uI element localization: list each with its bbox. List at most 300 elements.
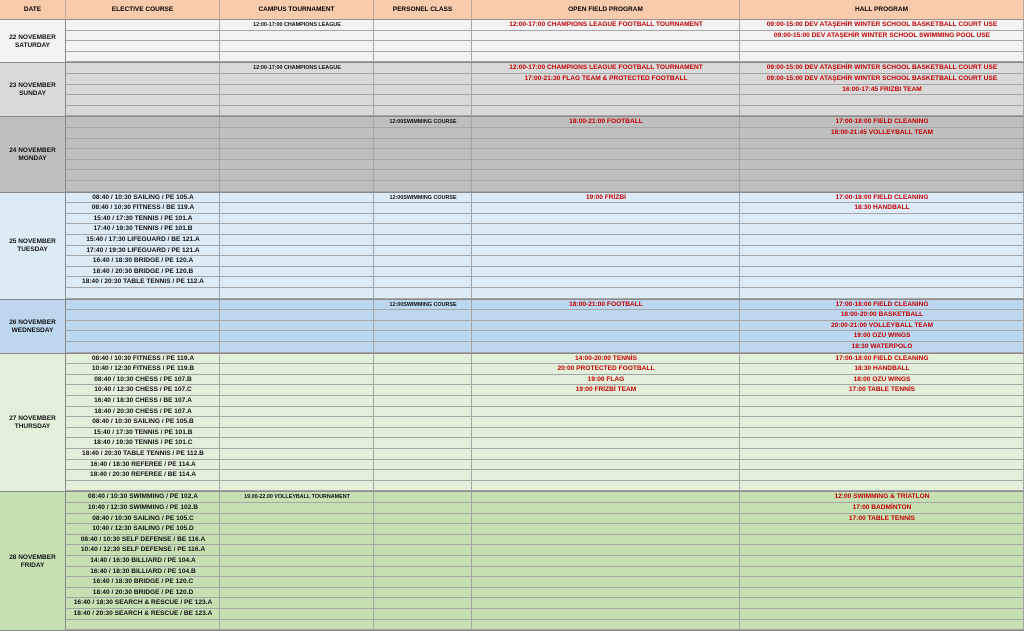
grid-cell <box>220 364 374 375</box>
hall-entry: 12:00 SWIMMING & TRİATLON <box>834 493 930 501</box>
header-campus-tournament: CAMPUS TOURNAMENT <box>220 0 374 20</box>
grid-cell <box>740 588 1024 599</box>
personel-entry: 12:00SWIMMING COURSE <box>389 301 457 308</box>
grid-cell <box>740 256 1024 267</box>
grid-cell <box>66 63 220 74</box>
grid-cell <box>472 524 740 535</box>
grid-cell <box>66 106 220 117</box>
grid-cell <box>66 20 220 31</box>
grid-cell <box>374 438 472 449</box>
grid-cell <box>220 567 374 578</box>
grid-cell <box>220 288 374 299</box>
open-field-entry: 19:00 FLAG <box>587 375 625 383</box>
grid-cell <box>220 598 374 609</box>
grid-cell <box>220 128 374 139</box>
grid-cell <box>374 470 472 481</box>
grid-cell <box>472 128 740 139</box>
grid-cell <box>472 609 740 620</box>
date-weekday: TUESDAY <box>17 246 48 254</box>
date-day: 28 NOVEMBER <box>9 553 56 561</box>
date-label <box>0 63 66 117</box>
grid-cell <box>220 256 374 267</box>
grid-cell <box>740 609 1024 620</box>
elective-entry: 10:40 / 12:30 CHESS / PE 107.C <box>94 386 192 394</box>
grid-cell <box>374 481 472 492</box>
elective-entry: 08:40 / 10:30 FITNESS / PE 119.A <box>91 354 195 362</box>
elective-entry: 16:40 / 18:30 BILLIARD / PE 104.B <box>90 567 196 575</box>
hall-entry: 09:00-15:00 DEV ATAŞEHİR WINTER SCHOOL BASKETBALL COURT USE <box>766 21 998 28</box>
grid-cell <box>472 85 740 96</box>
grid-cell <box>472 567 740 578</box>
grid-cell <box>472 106 740 117</box>
grid-cell <box>220 106 374 117</box>
date-day: 25 NOVEMBER <box>9 238 56 246</box>
grid-cell <box>220 609 374 620</box>
grid-cell <box>472 52 740 63</box>
elective-entry: 16:40 / 18:30 BRIDGE / PE 120.C <box>92 578 194 586</box>
date-label <box>0 300 66 354</box>
day-block <box>0 117 1024 192</box>
grid-cell <box>66 52 220 63</box>
grid-cell <box>472 321 740 332</box>
grid-cell <box>740 470 1024 481</box>
grid-cell <box>374 598 472 609</box>
grid-cell <box>472 407 740 418</box>
grid-cell <box>220 85 374 96</box>
elective-entry: 15:40 / 17:30 LIFEGUARD / BE 121.A <box>86 235 200 243</box>
grid-cell <box>220 577 374 588</box>
grid-cell <box>374 407 472 418</box>
personel-entry: 12:00SWIMMING COURSE <box>389 119 457 126</box>
grid-cell <box>740 460 1024 471</box>
grid-cell <box>740 170 1024 181</box>
open-field-entry: 20:00 PROTECTED FOOTBALL <box>557 365 655 373</box>
date-weekday: WEDNESDAY <box>11 326 54 334</box>
grid-cell <box>66 41 220 52</box>
grid-cell <box>374 41 472 52</box>
grid-cell <box>472 556 740 567</box>
grid-cell <box>374 277 472 288</box>
grid-cell <box>66 128 220 139</box>
elective-entry: 16:40 / 18:30 BRIDGE / PE 120.A <box>92 257 194 265</box>
grid-cell <box>740 41 1024 52</box>
date-weekday: FRIDAY <box>20 561 45 569</box>
elective-entry: 10:40 / 12:30 SWIMMING / PE 102.B <box>88 503 198 511</box>
grid-cell <box>66 170 220 181</box>
grid-cell <box>374 85 472 96</box>
hall-entry: 17:00-18:00 FIELD CLEANING <box>835 354 929 362</box>
grid-cell <box>472 310 740 321</box>
grid-cell <box>220 556 374 567</box>
open-field-entry: 12:00-17:00 CHAMPIONS LEAGUE FOOTBALL TOURNAMENT <box>509 21 703 28</box>
grid-cell <box>472 428 740 439</box>
grid-cell <box>374 354 472 365</box>
elective-entry: 08:40 / 10:30 SAILING / PE 105.A <box>92 193 194 201</box>
grid-cell <box>374 577 472 588</box>
grid-cell <box>472 277 740 288</box>
grid-cell <box>740 52 1024 63</box>
grid-cell <box>472 514 740 525</box>
elective-entry: 08:40 / 10:30 SAILING / PE 105.B <box>92 418 194 426</box>
grid-cell <box>472 288 740 299</box>
day-block <box>0 20 1024 63</box>
grid-cell <box>66 321 220 332</box>
grid-cell <box>220 524 374 535</box>
grid-cell <box>220 170 374 181</box>
hall-entry: 17:00 TABLE TENNİS <box>848 514 916 522</box>
grid-cell <box>220 375 374 386</box>
grid-cell <box>66 117 220 128</box>
grid-cell <box>374 267 472 278</box>
grid-cell <box>740 417 1024 428</box>
grid-cell <box>374 331 472 342</box>
elective-entry: 08:40 / 10:30 SWIMMING / PE 102.A <box>88 493 198 501</box>
elective-entry: 18:40 / 20:30 TABLE TENNIS / PE 112.A <box>82 278 204 286</box>
date-label <box>0 354 66 493</box>
grid-cell <box>740 267 1024 278</box>
date-weekday: THURSDAY <box>14 422 51 430</box>
grid-cell <box>740 95 1024 106</box>
campus-entry: 19.00-22.00 VOLLEYBALL TOURNAMENT <box>244 494 350 501</box>
grid-cell <box>374 128 472 139</box>
date-weekday: SUNDAY <box>19 90 46 98</box>
grid-cell <box>66 310 220 321</box>
grid-cell <box>740 246 1024 257</box>
grid-cell <box>220 321 374 332</box>
elective-entry: 18:40 / 20:30 REFEREE / BE 114.A <box>90 471 196 479</box>
grid-cell <box>472 224 740 235</box>
grid-cell <box>66 85 220 96</box>
header-open-field-program: OPEN FIELD PROGRAM <box>472 0 740 20</box>
grid-cell <box>740 438 1024 449</box>
grid-cell <box>374 235 472 246</box>
grid-cell <box>374 52 472 63</box>
grid-cell <box>472 460 740 471</box>
grid-cell <box>220 181 374 192</box>
open-field-entry: 18:00-21:00 FOOTBALL <box>569 118 643 126</box>
grid-cell <box>374 256 472 267</box>
grid-cell <box>374 620 472 631</box>
hall-entry: 17:00 BADMİNTON <box>852 503 912 511</box>
grid-cell <box>220 203 374 214</box>
open-field-entry: 18:00-21:00 FOOTBALL <box>569 300 643 308</box>
date-day: 26 NOVEMBER <box>9 318 56 326</box>
grid-cell <box>220 235 374 246</box>
elective-entry: 18:40 / 19:30 TENNIS / PE 101.C <box>93 439 193 447</box>
grid-cell <box>374 170 472 181</box>
grid-cell <box>220 503 374 514</box>
grid-cell <box>740 535 1024 546</box>
grid-cell <box>472 160 740 171</box>
hall-entry: 17:00-18:00 FIELD CLEANING <box>835 118 929 126</box>
grid-cell <box>220 277 374 288</box>
grid-cell <box>66 181 220 192</box>
grid-cell <box>220 31 374 42</box>
header-date: DATE <box>0 0 66 20</box>
elective-entry: 18:40 / 20:30 TABLE TENNIS / PE 112.B <box>82 449 204 457</box>
grid-cell <box>374 63 472 74</box>
grid-cell <box>472 31 740 42</box>
grid-cell <box>740 106 1024 117</box>
hall-entry: 18:00 OZU WINGS <box>853 375 911 383</box>
grid-cell <box>374 492 472 503</box>
elective-entry: 10:40 / 12:30 FITNESS / PE 119.B <box>91 365 195 373</box>
date-label <box>0 20 66 63</box>
grid-cell <box>374 288 472 299</box>
grid-cell <box>374 545 472 556</box>
grid-cell <box>66 139 220 150</box>
elective-entry: 08:40 / 10:30 CHESS / PE 107.B <box>94 375 192 383</box>
grid-cell <box>472 577 740 588</box>
grid-cell <box>374 310 472 321</box>
header-elective-course: ELECTIVE COURSE <box>66 0 220 20</box>
grid-cell <box>740 577 1024 588</box>
grid-cell <box>220 214 374 225</box>
grid-cell <box>740 567 1024 578</box>
grid-cell <box>472 170 740 181</box>
elective-entry: 10:40 / 12:30 SELF DEFENSE / PE 116.A <box>80 546 206 554</box>
day-block <box>0 354 1024 493</box>
grid-cell <box>220 224 374 235</box>
open-field-entry: 14:00-20:00 TENNİS <box>575 354 637 362</box>
grid-cell <box>472 181 740 192</box>
elective-entry: 17:40 / 19:30 LIFEGUARD / PE 121.A <box>86 246 200 254</box>
grid-cell <box>472 246 740 257</box>
grid-cell <box>220 149 374 160</box>
grid-cell <box>220 342 374 353</box>
grid-cell <box>740 235 1024 246</box>
grid-cell <box>220 310 374 321</box>
hall-entry: 18:30 HANDBALL <box>854 365 910 373</box>
grid-cell <box>220 481 374 492</box>
grid-cell <box>374 364 472 375</box>
grid-cell <box>374 375 472 386</box>
grid-cell <box>220 438 374 449</box>
open-field-entry: 19:00 FRİZBİ TEAM <box>575 386 637 394</box>
grid-cell <box>374 385 472 396</box>
header-personel-class: PERSONEL CLASS <box>374 0 472 20</box>
elective-entry: 17:40 / 19:30 TENNIS / PE 101.B <box>93 225 193 233</box>
campus-entry: 12:00-17:00 CHAMPIONS LEAGUE <box>253 65 341 72</box>
grid-cell <box>66 481 220 492</box>
grid-cell <box>740 214 1024 225</box>
day-block <box>0 63 1024 117</box>
grid-cell <box>66 95 220 106</box>
grid-cell <box>740 139 1024 150</box>
hall-entry: 18:30 WATERPOLO <box>851 342 913 350</box>
grid-cell <box>220 385 374 396</box>
grid-cell <box>374 31 472 42</box>
grid-cell <box>220 588 374 599</box>
day-block <box>0 193 1024 300</box>
grid-cell <box>220 354 374 365</box>
grid-cell <box>374 556 472 567</box>
elective-entry: 14:40 / 16:30 BILLIARD / PE 104.A <box>90 556 196 564</box>
date-day: 23 NOVEMBER <box>9 82 56 90</box>
grid-cell <box>472 256 740 267</box>
grid-cell <box>740 428 1024 439</box>
grid-cell <box>472 481 740 492</box>
grid-cell <box>374 460 472 471</box>
grid-cell <box>374 503 472 514</box>
campus-entry: 12:00-17:00 CHAMPIONS LEAGUE <box>253 22 341 28</box>
grid-cell <box>472 331 740 342</box>
grid-cell <box>472 149 740 160</box>
hall-entry: 20:00-21:00 VOLLEYBALL TEAM <box>830 321 934 329</box>
grid-cell <box>374 609 472 620</box>
date-label <box>0 492 66 631</box>
grid-cell <box>220 300 374 311</box>
hall-entry: 18:00-20:00 BASKETBALL <box>840 311 924 319</box>
grid-cell <box>374 149 472 160</box>
grid-cell <box>220 246 374 257</box>
grid-cell <box>740 160 1024 171</box>
grid-cell <box>740 556 1024 567</box>
date-label <box>0 117 66 192</box>
grid-cell <box>472 588 740 599</box>
grid-cell <box>374 588 472 599</box>
grid-cell <box>472 95 740 106</box>
grid-cell <box>66 74 220 85</box>
elective-entry: 10:40 / 12:30 SAILING / PE 105.D <box>92 525 194 533</box>
grid-cell <box>220 52 374 63</box>
grid-cell <box>66 342 220 353</box>
grid-cell <box>220 449 374 460</box>
grid-cell <box>374 214 472 225</box>
grid-cell <box>740 181 1024 192</box>
grid-cell <box>220 117 374 128</box>
grid-cell <box>220 331 374 342</box>
hall-entry: 16:00-17:45 FRIZBI TEAM <box>842 85 922 93</box>
grid-cell <box>374 535 472 546</box>
elective-entry: 15:40 / 17:30 TENNIS / PE 101.B <box>93 428 193 436</box>
grid-cell <box>374 181 472 192</box>
elective-entry: 18:40 / 20:30 SEARCH & RESCUE / BE 123.A <box>73 609 213 617</box>
day-block <box>0 492 1024 631</box>
grid-cell <box>472 492 740 503</box>
grid-cell <box>740 407 1024 418</box>
grid-cell <box>220 417 374 428</box>
grid-cell <box>472 396 740 407</box>
grid-cell <box>740 224 1024 235</box>
grid-cell <box>472 503 740 514</box>
grid-cell <box>374 95 472 106</box>
elective-entry: 18:40 / 20:30 CHESS / PE 107.A <box>94 407 192 415</box>
elective-entry: 18:40 / 20:30 BRIDGE / PE 120.B <box>92 267 194 275</box>
date-day: 22 NOVEMBER <box>9 33 56 41</box>
grid-cell <box>472 449 740 460</box>
grid-cell <box>740 288 1024 299</box>
grid-cell <box>220 396 374 407</box>
grid-cell <box>66 160 220 171</box>
grid-cell <box>220 139 374 150</box>
hall-entry: 18:00-21:45 VOLLEYBALL TEAM <box>830 128 934 136</box>
grid-cell <box>472 535 740 546</box>
day-block <box>0 300 1024 354</box>
hall-entry: 17:00 TABLE TENNİS <box>848 386 916 394</box>
grid-cell <box>374 203 472 214</box>
grid-cell <box>374 106 472 117</box>
grid-cell <box>374 428 472 439</box>
grid-cell <box>740 396 1024 407</box>
grid-cell <box>66 620 220 631</box>
grid-cell <box>374 417 472 428</box>
grid-cell <box>472 438 740 449</box>
elective-entry: 16:40 / 18:30 REFEREE / PE 114.A <box>90 460 196 468</box>
grid-cell <box>220 95 374 106</box>
hall-entry: 17:00-18:00 FIELD CLEANING <box>835 193 929 201</box>
hall-entry: 09:00-15:00 DEV ATAŞEHİR WINTER SCHOOL SWIMMING POOL USE <box>773 31 991 39</box>
grid-cell <box>220 160 374 171</box>
grid-cell <box>740 620 1024 631</box>
grid-cell <box>220 535 374 546</box>
grid-cell <box>472 214 740 225</box>
grid-cell <box>740 545 1024 556</box>
grid-cell <box>374 224 472 235</box>
hall-entry: 19:00 OZU WINGS <box>853 332 911 340</box>
grid-cell <box>472 598 740 609</box>
grid-cell <box>374 139 472 150</box>
grid-cell <box>66 149 220 160</box>
elective-entry: 15:40 / 17:30 TENNIS / PE 101.A <box>93 214 193 222</box>
grid-cell <box>472 470 740 481</box>
grid-cell <box>472 41 740 52</box>
hall-entry: 18:30 HANDBALL <box>854 204 910 212</box>
grid-cell <box>740 524 1024 535</box>
grid-cell <box>740 481 1024 492</box>
date-weekday: MONDAY <box>18 154 47 162</box>
elective-entry: 18:40 / 20:30 BRIDGE / PE 120.D <box>92 588 194 596</box>
hall-entry: 09:00-15:00 DEV ATAŞEHİR WINTER SCHOOL BASKETBALL COURT USE <box>766 64 998 72</box>
grid-cell <box>472 417 740 428</box>
date-day: 27 NOVEMBER <box>9 414 56 422</box>
grid-cell <box>472 203 740 214</box>
grid-cell <box>472 235 740 246</box>
personel-entry: 12:00SWIMMING COURSE <box>389 194 457 201</box>
grid-cell <box>374 321 472 332</box>
grid-cell <box>220 514 374 525</box>
grid-cell <box>374 514 472 525</box>
hall-entry: 09:00-15:00 DEV ATAŞEHİR WINTER SCHOOL BASKETBALL COURT USE <box>766 74 998 82</box>
open-field-entry: 12:00-17:00 CHAMPIONS LEAGUE FOOTBALL TOURNAMENT <box>509 64 703 72</box>
grid-cell <box>220 41 374 52</box>
grid-cell <box>220 407 374 418</box>
open-field-entry: 19:00 FRİZBİ <box>586 193 626 201</box>
grid-cell <box>374 567 472 578</box>
grid-cell <box>66 288 220 299</box>
grid-cell <box>472 342 740 353</box>
elective-entry: 08:40 / 10:30 SAILING / PE 105.C <box>92 514 194 522</box>
grid-cell <box>472 620 740 631</box>
elective-entry: 08:40 / 10:30 SELF DEFENSE / BE 116.A <box>80 535 206 543</box>
grid-cell <box>374 20 472 31</box>
grid-cell <box>220 74 374 85</box>
grid-cell <box>220 267 374 278</box>
grid-cell <box>66 300 220 311</box>
grid-cell <box>374 396 472 407</box>
date-label <box>0 193 66 300</box>
grid-cell <box>472 267 740 278</box>
grid-cell <box>374 449 472 460</box>
header-hall-program: HALL PROGRAM <box>740 0 1024 20</box>
grid-cell <box>374 160 472 171</box>
grid-cell <box>374 246 472 257</box>
grid-cell <box>472 139 740 150</box>
grid-cell <box>740 449 1024 460</box>
elective-entry: 16:40 / 18:30 SEARCH & RESCUE / PE 123.A <box>73 599 213 607</box>
date-day: 24 NOVEMBER <box>9 146 56 154</box>
grid-cell <box>220 193 374 204</box>
